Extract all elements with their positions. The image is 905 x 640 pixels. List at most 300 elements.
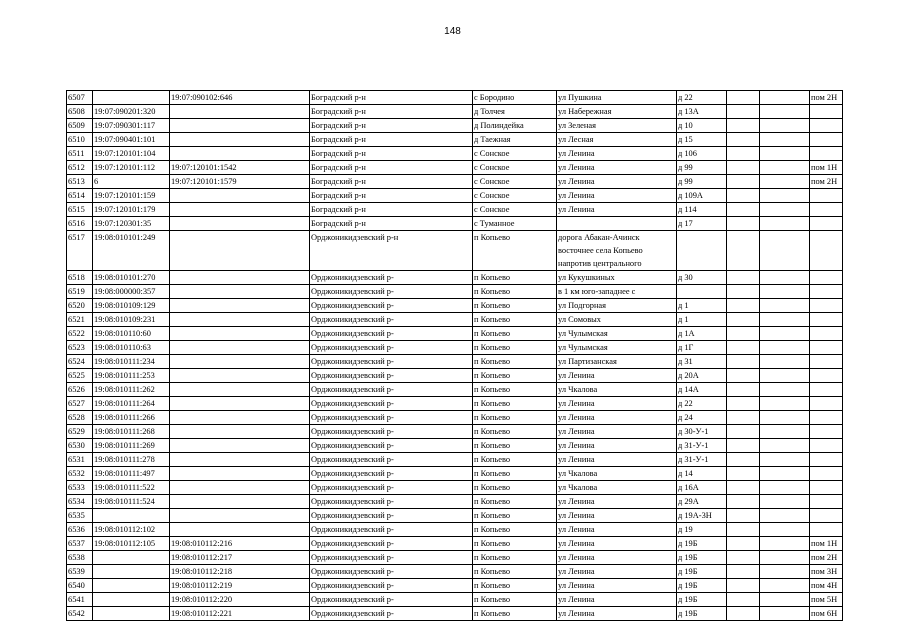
building-cell [727,327,760,341]
street-cell: ул Ленина [557,411,677,425]
premise-cell [810,467,843,481]
district-cell: Орджоникидзевский р- [310,285,473,299]
house-cell [677,285,727,299]
district-cell: Орджоникидзевский р- [310,509,473,523]
district-cell: Орджоникидзевский р- [310,383,473,397]
premise-cadastral-number-cell [170,189,310,203]
building-cell [727,565,760,579]
premise-cell [810,327,843,341]
row-number-cell: 6519 [67,285,93,299]
table-row [67,425,843,439]
street-cell: ул Ленина [557,369,677,383]
building-cell [727,397,760,411]
table-row [67,327,843,341]
table-row [67,285,843,299]
structure-cell [760,175,810,189]
table-row [67,537,843,551]
cadastral-number-cell: 19:08:010109:129 [93,299,170,313]
house-cell: д 30 [677,271,727,285]
table-row [67,299,843,313]
cadastral-number-cell: 19:07:120101:104 [93,147,170,161]
house-cell: д 114 [677,203,727,217]
settlement-cell: с Сонское [473,147,557,161]
row-number-cell: 6525 [67,369,93,383]
cadastral-number-cell: 19:07:090401:101 [93,133,170,147]
row-number-cell: 6507 [67,91,93,105]
street-cell: ул Ленина [557,175,677,189]
premise-cadastral-number-cell [170,509,310,523]
table-row [67,341,843,355]
district-cell: Орджоникидзевский р- [310,593,473,607]
table-row [67,481,843,495]
settlement-cell: п Копьево [473,551,557,565]
cadastral-number-cell [93,607,170,621]
premise-cadastral-number-cell: 19:08:010112:218 [170,565,310,579]
house-cell: д 14 [677,467,727,481]
street-cell: ул Ленина [557,203,677,217]
settlement-cell: п Копьево [473,579,557,593]
street-cell: ул Чкалова [557,467,677,481]
premise-cadastral-number-cell [170,397,310,411]
structure-cell [760,383,810,397]
house-cell: д 19Б [677,593,727,607]
street-cell: ул Ленина [557,147,677,161]
street-cell: ул Подгорная [557,299,677,313]
district-cell: Боградский р-н [310,189,473,203]
premise-cell [810,203,843,217]
premise-cell: пом 2Н [810,175,843,189]
street-cell: ул Ленина [557,495,677,509]
district-cell: Боградский р-н [310,175,473,189]
premise-cadastral-number-cell [170,147,310,161]
row-number-cell: 6522 [67,327,93,341]
premise-cell [810,355,843,369]
district-cell: Орджоникидзевский р- [310,341,473,355]
building-cell [727,341,760,355]
structure-cell [760,161,810,175]
premise-cadastral-number-cell: 19:07:090102:646 [170,91,310,105]
structure-cell [760,495,810,509]
building-cell [727,481,760,495]
house-cell: д 106 [677,147,727,161]
street-cell: ул Ленина [557,523,677,537]
structure-cell [760,425,810,439]
building-cell [727,147,760,161]
house-cell: д 20А [677,369,727,383]
table-row [67,105,843,119]
row-number-cell: 6530 [67,439,93,453]
building-cell [727,509,760,523]
district-cell: Орджоникидзевский р- [310,397,473,411]
street-cell [557,217,677,231]
premise-cell: пом 3Н [810,565,843,579]
building-cell [727,161,760,175]
row-number-cell: 6520 [67,299,93,313]
district-cell: Орджоникидзевский р- [310,523,473,537]
district-cell: Орджоникидзевский р- [310,607,473,621]
row-number-cell: 6533 [67,481,93,495]
cadastral-number-cell: 19:08:000000:357 [93,285,170,299]
cadastral-number-cell: 6 [93,175,170,189]
settlement-cell: с Сонское [473,189,557,203]
street-cell: ул Ленина [557,565,677,579]
structure-cell [760,299,810,313]
table-row [67,189,843,203]
page-number: 148 [444,26,461,37]
cadastral-number-cell [93,551,170,565]
table-row [67,161,843,175]
cadastral-number-cell: 19:07:090301:117 [93,119,170,133]
district-cell: Орджоникидзевский р- [310,327,473,341]
row-number-cell: 6527 [67,397,93,411]
premise-cadastral-number-cell: 19:07:120101:1542 [170,161,310,175]
house-cell: д 31-У-1 [677,439,727,453]
row-number-cell: 6534 [67,495,93,509]
cadastral-number-cell: 19:08:010111:522 [93,481,170,495]
structure-cell [760,369,810,383]
premise-cell [810,133,843,147]
house-cell: д 31-У-1 [677,453,727,467]
table-row [67,453,843,467]
street-cell: ул Набережная [557,105,677,119]
street-cell: ул Чулымская [557,327,677,341]
premise-cell [810,313,843,327]
structure-cell [760,523,810,537]
premise-cadastral-number-cell [170,369,310,383]
table-row [67,217,843,231]
row-number-cell: 6528 [67,411,93,425]
structure-cell [760,453,810,467]
district-cell: Орджоникидзевский р- [310,579,473,593]
building-cell [727,537,760,551]
premise-cadastral-number-cell [170,231,310,271]
house-cell: д 19Б [677,551,727,565]
house-cell: д 1А [677,327,727,341]
row-number-cell: 6517 [67,231,93,271]
house-cell: д 109А [677,189,727,203]
cadastral-number-cell: 19:08:010111:497 [93,467,170,481]
house-cell: д 19Б [677,537,727,551]
row-number-cell: 6540 [67,579,93,593]
table-row [67,91,843,105]
cadastral-number-cell: 19:08:010111:269 [93,439,170,453]
settlement-cell: п Копьево [473,369,557,383]
premise-cadastral-number-cell: 19:08:010112:216 [170,537,310,551]
row-number-cell: 6514 [67,189,93,203]
table-row [67,203,843,217]
table-row [67,355,843,369]
building-cell [727,453,760,467]
street-cell: ул Ленина [557,397,677,411]
building-cell [727,411,760,425]
building-cell [727,495,760,509]
table-row [67,119,843,133]
settlement-cell: п Копьево [473,593,557,607]
premise-cadastral-number-cell [170,467,310,481]
settlement-cell: с Сонское [473,161,557,175]
cadastral-number-cell [93,579,170,593]
house-cell: д 14А [677,383,727,397]
structure-cell [760,203,810,217]
table-row [67,495,843,509]
premise-cadastral-number-cell: 19:07:120101:1579 [170,175,310,189]
row-number-cell: 6515 [67,203,93,217]
district-cell: Орджоникидзевский р- [310,271,473,285]
cadastral-number-cell: 19:08:010111:266 [93,411,170,425]
house-cell: д 19Б [677,565,727,579]
cadastral-number-cell: 19:08:010111:253 [93,369,170,383]
premise-cell [810,369,843,383]
premise-cadastral-number-cell [170,105,310,119]
cadastral-number-cell [93,91,170,105]
house-cell: д 10 [677,119,727,133]
cadastral-number-cell: 19:08:010111:264 [93,397,170,411]
table-row [67,509,843,523]
settlement-cell: п Копьево [473,607,557,621]
structure-cell [760,467,810,481]
street-cell: ул Чкалова [557,383,677,397]
row-number-cell: 6513 [67,175,93,189]
cadastral-number-cell: 19:07:120301:35 [93,217,170,231]
street-cell: в 1 км юго-западнее с [557,285,677,299]
street-cell: ул Ленина [557,189,677,203]
district-cell: Орджоникидзевский р- [310,411,473,425]
row-number-cell: 6508 [67,105,93,119]
district-cell: Боградский р-н [310,161,473,175]
row-number-cell: 6511 [67,147,93,161]
building-cell [727,439,760,453]
street-cell: ул Кукушкиных [557,271,677,285]
table-row [67,467,843,481]
street-cell: ул Ленина [557,453,677,467]
premise-cadastral-number-cell [170,285,310,299]
cadastral-number-cell: 19:08:010110:60 [93,327,170,341]
structure-cell [760,271,810,285]
building-cell [727,299,760,313]
settlement-cell: п Копьево [473,537,557,551]
district-cell: Боградский р-н [310,147,473,161]
table-row [67,439,843,453]
row-number-cell: 6535 [67,509,93,523]
district-cell: Орджоникидзевский р- [310,425,473,439]
settlement-cell: п Копьево [473,397,557,411]
settlement-cell: п Копьево [473,453,557,467]
building-cell [727,467,760,481]
district-cell: Боградский р-н [310,217,473,231]
structure-cell [760,565,810,579]
premise-cadastral-number-cell [170,203,310,217]
building-cell [727,523,760,537]
premise-cell [810,495,843,509]
premise-cell [810,271,843,285]
premise-cadastral-number-cell [170,355,310,369]
cadastral-number-cell: 19:08:010110:63 [93,341,170,355]
structure-cell [760,189,810,203]
district-cell: Орджоникидзевский р- [310,565,473,579]
street-cell: ул Чулымская [557,341,677,355]
table-row [67,593,843,607]
table-row [67,551,843,565]
premise-cadastral-number-cell [170,495,310,509]
structure-cell [760,231,810,271]
cadastral-number-cell: 19:08:010111:524 [93,495,170,509]
premise-cadastral-number-cell: 19:08:010112:217 [170,551,310,565]
settlement-cell: п Копьево [473,355,557,369]
row-number-cell: 6509 [67,119,93,133]
settlement-cell: с Сонское [473,175,557,189]
district-cell: Орджоникидзевский р- [310,369,473,383]
cadastral-number-cell: 19:08:010111:234 [93,355,170,369]
table-row [67,369,843,383]
building-cell [727,133,760,147]
house-cell [677,231,727,271]
house-cell: д 99 [677,175,727,189]
premise-cell [810,119,843,133]
premise-cadastral-number-cell [170,411,310,425]
property-table [66,90,843,621]
house-cell: д 1 [677,313,727,327]
premise-cadastral-number-cell [170,425,310,439]
house-cell: д 19Б [677,607,727,621]
structure-cell [760,327,810,341]
premise-cadastral-number-cell [170,217,310,231]
premise-cadastral-number-cell: 19:08:010112:219 [170,579,310,593]
building-cell [727,203,760,217]
row-number-cell: 6521 [67,313,93,327]
structure-cell [760,355,810,369]
house-cell: д 29А [677,495,727,509]
cadastral-number-cell: 19:08:010111:262 [93,383,170,397]
premise-cadastral-number-cell [170,271,310,285]
building-cell [727,105,760,119]
cadastral-number-cell: 19:08:010112:102 [93,523,170,537]
street-cell: ул Пушкина [557,91,677,105]
cadastral-number-cell: 19:08:010109:231 [93,313,170,327]
premise-cell: пом 1Н [810,161,843,175]
building-cell [727,369,760,383]
cadastral-number-cell [93,509,170,523]
building-cell [727,383,760,397]
house-cell: д 30-У-1 [677,425,727,439]
cadastral-number-cell: 19:07:120101:112 [93,161,170,175]
settlement-cell: д Толчея [473,105,557,119]
settlement-cell: п Копьево [473,523,557,537]
row-number-cell: 6536 [67,523,93,537]
structure-cell [760,579,810,593]
district-cell: Орджоникидзевский р- [310,537,473,551]
house-cell: д 99 [677,161,727,175]
table-row [67,523,843,537]
premise-cadastral-number-cell [170,453,310,467]
street-cell: ул Ленина [557,579,677,593]
premise-cell: пом 4Н [810,579,843,593]
settlement-cell: п Копьево [473,271,557,285]
cadastral-number-cell: 19:07:090201:320 [93,105,170,119]
house-cell: д 1 [677,299,727,313]
settlement-cell: п Копьево [473,285,557,299]
table-row [67,231,843,271]
district-cell: Боградский р-н [310,105,473,119]
district-cell: Орджоникидзевский р- [310,355,473,369]
row-number-cell: 6541 [67,593,93,607]
settlement-cell: п Копьево [473,313,557,327]
settlement-cell: п Копьево [473,383,557,397]
district-cell: Орджоникидзевский р- [310,495,473,509]
premise-cell [810,147,843,161]
premise-cell [810,341,843,355]
settlement-cell: п Копьево [473,327,557,341]
premise-cell [810,383,843,397]
settlement-cell: д Таежная [473,133,557,147]
street-cell: ул Ленина [557,425,677,439]
row-number-cell: 6523 [67,341,93,355]
settlement-cell: п Копьево [473,495,557,509]
premise-cell [810,481,843,495]
settlement-cell: п Копьево [473,411,557,425]
table-row [67,607,843,621]
house-cell: д 16А [677,481,727,495]
table-row [67,133,843,147]
building-cell [727,231,760,271]
settlement-cell: п Копьево [473,439,557,453]
row-number-cell: 6532 [67,467,93,481]
district-cell: Орджоникидзевский р- [310,313,473,327]
street-cell: ул Партизанская [557,355,677,369]
house-cell: д 24 [677,411,727,425]
structure-cell [760,285,810,299]
premise-cadastral-number-cell [170,439,310,453]
district-cell: Боградский р-н [310,133,473,147]
premise-cell: пом 2Н [810,551,843,565]
district-cell: Орджоникидзевский р-н [310,231,473,271]
district-cell: Орджоникидзевский р- [310,551,473,565]
premise-cell [810,231,843,271]
premise-cell: пом 1Н [810,537,843,551]
building-cell [727,217,760,231]
building-cell [727,175,760,189]
table-row [67,271,843,285]
house-cell: д 17 [677,217,727,231]
structure-cell [760,313,810,327]
street-cell: ул Лесная [557,133,677,147]
row-number-cell: 6529 [67,425,93,439]
street-cell: ул Зеленая [557,119,677,133]
street-cell: ул Ленина [557,509,677,523]
structure-cell [760,217,810,231]
premise-cell [810,299,843,313]
cadastral-number-cell: 19:08:010101:249 [93,231,170,271]
premise-cell [810,509,843,523]
cadastral-number-cell: 19:08:010101:270 [93,271,170,285]
street-cell: дорога Абакан-Ачинск восточнее села Копьево напротив центрального [557,231,677,271]
premise-cadastral-number-cell [170,299,310,313]
row-number-cell: 6510 [67,133,93,147]
cadastral-number-cell: 19:08:010111:268 [93,425,170,439]
structure-cell [760,147,810,161]
street-cell: ул Сомовых [557,313,677,327]
row-number-cell: 6542 [67,607,93,621]
street-cell: ул Ленина [557,439,677,453]
premise-cadastral-number-cell [170,313,310,327]
row-number-cell: 6512 [67,161,93,175]
table-row [67,397,843,411]
district-cell: Орджоникидзевский р- [310,439,473,453]
house-cell: д 19 [677,523,727,537]
cadastral-number-cell: 19:07:120101:179 [93,203,170,217]
table-row [67,175,843,189]
cadastral-number-cell: 19:08:010111:278 [93,453,170,467]
house-cell: д 1Г [677,341,727,355]
